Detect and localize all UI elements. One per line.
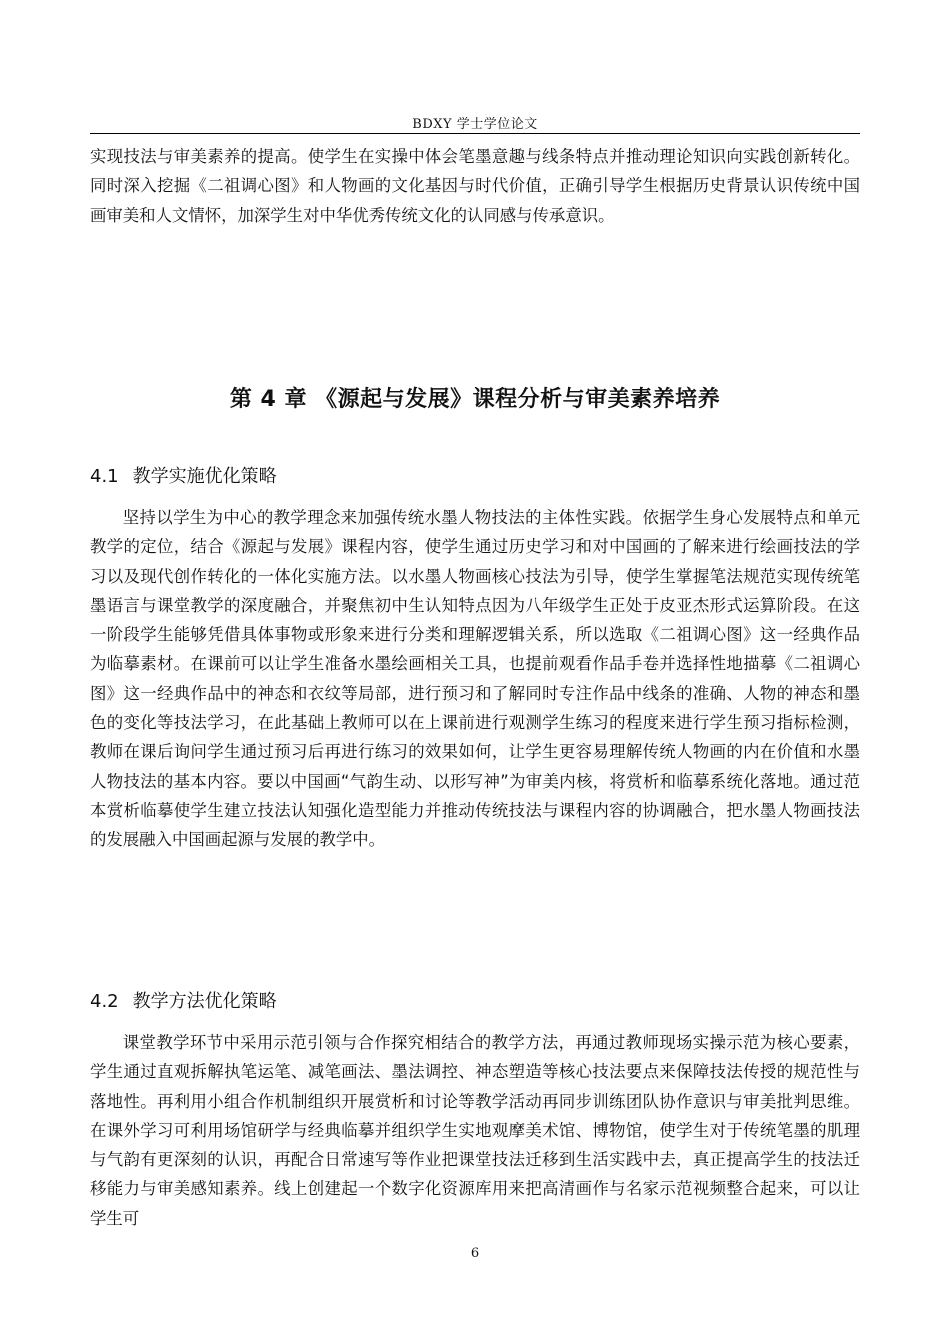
continued-paragraph: 实现技法与审美素养的提高。使学生在实操中体会笔墨意趣与线条特点并推动理论知识向实践创新转化。同时深入挖掘《二祖调心图》和人物画的文化基因与时代价值，正确引导学生根据历史背景认识传统中国画审美和人文情怀，加深学生对中华优秀传统文化的认同感与传承意识。 [90,147,860,225]
header-rule [90,133,860,134]
section-number: 4.2 [90,991,119,1012]
page-number: 6 [470,1246,480,1261]
chapter-title: 第 4 章 《源起与发展》课程分析与审美素养培养 [229,387,721,412]
section-title: 教学方法优化策略 [132,991,277,1012]
section-4-1-paragraph: 坚持以学生为中心的教学理念来加强传统水墨人物技法的主体性实践。依据学生身心发展特点和单元教学的定位，结合《源起与发展》课程内容，使学生通过历史学习和对中国画的了解来进行绘画技法的学习以及现代创作转化的一体化实施方法。以水墨人物画核心技法为引导，使学生掌握笔法规范实现传统笔墨语言与课堂教学的深度融合，并聚焦初中生认知特点因为八年级学生正处于皮亚杰形式运算阶段。在这一阶段学生能够凭借具体事物或形象来进行分类和理解逻辑关系，所以选取《二祖调心图》这一经典作品为临摹素材。在课前可以让学生准备水墨绘画相关工具，也提前观看作品手卷并选择性地描摹《二祖调心图》这一经典作品中的神态和衣纹等局部，进行预习和了解同时专注作品中线条的准确、人物的神态和墨色的变化等技法学习，在此基础上教师可以在上课前进行观测学生练习的程度来进行学生预习指标检测，教师在课后询问学生通过预习后再进行练习的效果如何，让学生更容易理解传统人物画的内在价值和水墨人物技法的基本内容。要以中国画“气韵生动、以形写神”为审美内核，将赏析和临摹系统化落地。通过范本赏析临摹使学生建立技法认知强化造型能力并推动传统技法与课程内容的协调融合，把水墨人物画技法的发展融入中国画起源与发展的教学中。 [90,508,860,850]
section-heading-4-1 [90,462,277,488]
section-title: 教学实施优化策略 [132,466,277,487]
running-header: BDXY 学士学位论文 [412,117,538,132]
section-heading-4-2 [90,987,277,1013]
section-number: 4.1 [90,466,119,487]
section-4-2-paragraph: 课堂教学环节中采用示范引领与合作探究相结合的教学方法，再通过教师现场实操示范为核心要素，学生通过直观拆解执笔运笔、减笔画法、墨法调控、神态塑造等核心技法要点来保障技法传授的规范性与落地性。再利用小组合作机制组织开展赏析和讨论等教学活动再同步训练团队协作意识与审美批判思维。在课外学习可利用场馆研学与经典临摹并组织学生实地观摩美术馆、博物馆，使学生对于传统笔墨的肌理与气韵有更深刻的认识，再配合日常速写等作业把课堂技法迁移到生活实践中去，真正提高学生的技法迁移能力与审美感知素养。线上创建起一个数字化资源库用来把高清画作与名家示范视频整合起来，可以让学生可 [90,1033,860,1228]
